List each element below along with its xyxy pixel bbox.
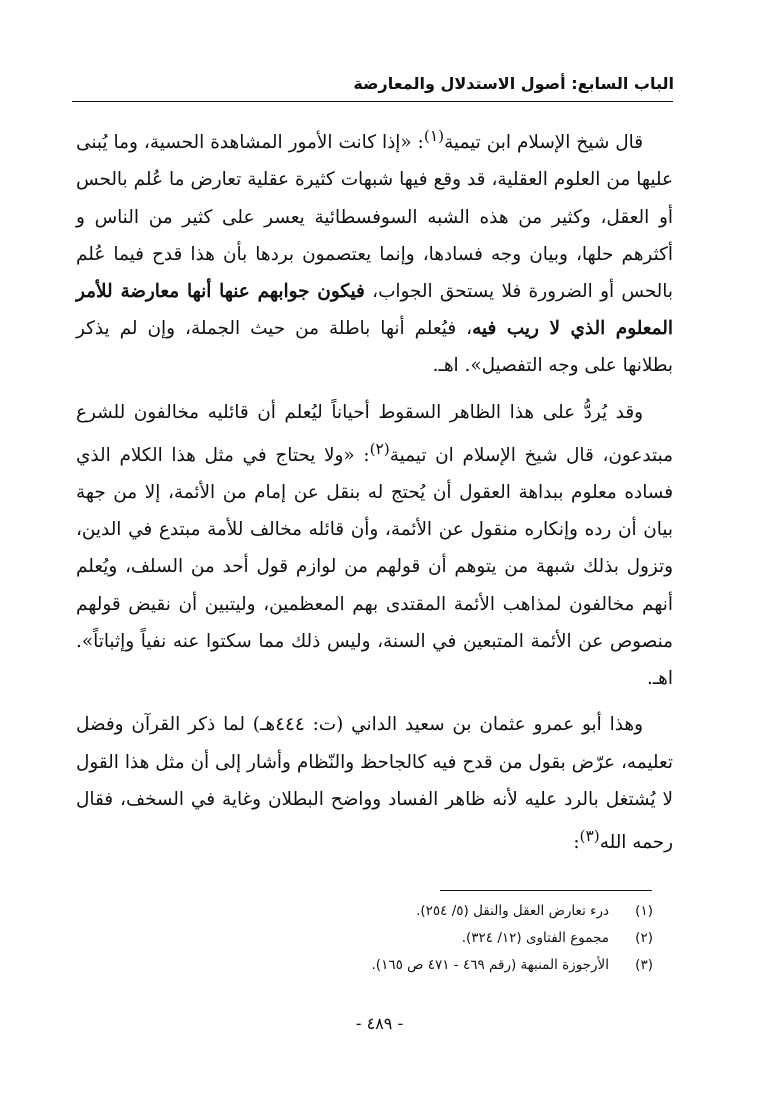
footnote-1 — [76, 898, 653, 925]
paragraph-1-bold-text: فيكون جوابهم عنها أنها معارضة للأمر المعلوم الذي لا ريب فيه — [76, 280, 673, 340]
page-number: - ٤٨٩ - — [355, 1014, 404, 1033]
paragraph-3-intro: وهذا أبو عمرو عثمان بن سعيد الداني (ت: ٤٤٤هـ) لما ذكر القرآن وفضل تعليمه، عرّض بقول من قدح فيه كالجاحظ والنّظام وأشار إلى أن مثل هذا القول لا يُشتغل بالرد عليه لأنه ظاهر الفساد وواضح البطلان وغاية في السخف، فقال رحمه الله — [76, 714, 673, 854]
footnote-2 — [76, 925, 653, 952]
footnote-2-number: (٢) — [635, 930, 653, 946]
footnote-3-number: (٣) — [635, 957, 653, 973]
paragraph-3-text: : — [573, 832, 580, 854]
footnote-ref-1: (١) — [423, 127, 445, 145]
footnote-2-text: مجموع الفتاوى (١٢/ ٣٢٤). — [461, 930, 609, 946]
footnote-divider — [440, 890, 652, 891]
paragraph-3 — [76, 706, 673, 861]
footnote-ref-3: (٣) — [579, 826, 600, 845]
running-header: الباب السابع: أصول الاستدلال والمعارضة — [353, 74, 674, 93]
paragraph-2-intro: وقد يُردُّ على هذا الظاهر السقوط أحياناً ليُعلم أن قائليه مخالفون للشرع مبتدعون، قال شيخ الإسلام ان تيمية — [76, 401, 674, 466]
paragraph-1-ending: ، فيُعلم أنها باطلة من حيث الجملة، وإن لم يذكر بطلانها على وجه التفصيل». اهـ. — [76, 318, 673, 377]
footnote-3-text: الأرجوزة المنبهة (رقم ٤٦٩ - ٤٧١ ص ١٦٥). — [371, 957, 609, 973]
paragraph-1 — [76, 118, 673, 385]
footnote-1-number: (١) — [635, 903, 653, 919]
footnotes — [76, 898, 653, 979]
paragraph-2 — [76, 394, 673, 698]
paragraph-1-intro: قال شيخ الإسلام ابن تيمية — [444, 132, 643, 154]
body-text — [76, 118, 673, 870]
footnote-3 — [76, 952, 653, 979]
footnote-1-text: درء تعارض العقل والنقل (٥/ ٢٥٤). — [416, 903, 609, 919]
paragraph-1-text: : «إذا كانت الأمور المشاهدة الحسية، وما يُبنى عليها من العلوم العقلية، قد وقع فيها شبهات كثيرة عقلية تعارض ما عُلم بالحس أو العقل، وكثير من هذه الشبه السوفسطائية يعسر على كثير من الناس و أكثرهم حلها، وبيان وجه فسادها، وإنما يعتصمون بردها بأن هذا قدح فيما عُلم بالحس أو الضرورة فلا يستحق الجواب، — [76, 132, 674, 302]
footnote-ref-2: (٢) — [369, 439, 390, 458]
paragraph-2-text: : «ولا يحتاج في مثل هذا الكلام الذي فساده معلوم ببداهة العقول أن يُحتج له بنقل عن إمام من الأئمة، إلا من جهة بيان أن رده وإنكاره منقول عن الأئمة، وأن قائله مخالف للأمة مبتدع في الدين، وتزول بذلك شبهة من يتوهم أن قولهم من لوازم قول أحد من السلف، ويُعلم أنهم مخالفون لمذاهب الأئمة المقتدى بهم المعظمين، وليتبين أن نقيض قولهم منصوص عن الأئمة المتبعين في السنة، وليس ذلك مما سكتوا عنه نفياً وإثباتاً». اهـ. — [76, 444, 673, 690]
header-divider — [72, 101, 673, 102]
